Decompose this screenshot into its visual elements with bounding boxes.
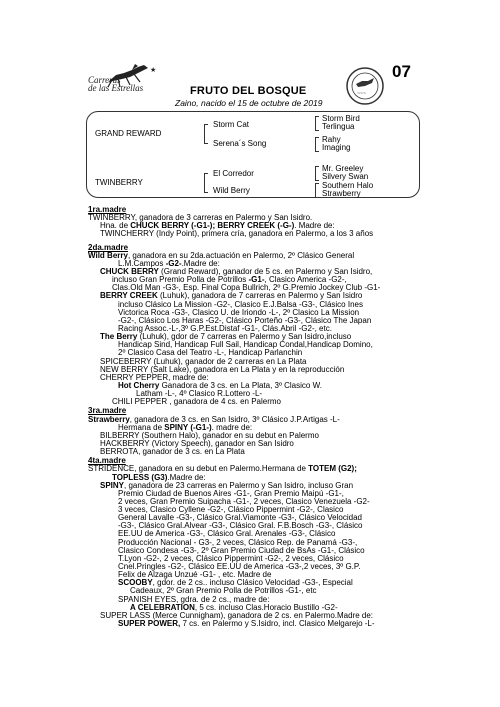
plain-text: CHILI PEPPER , ganadora de 4 cs. en Palermo <box>112 397 281 407</box>
bold-text: CHUCK BERRY <box>100 266 159 276</box>
bold-text: TOTEM (G2); <box>308 464 357 474</box>
plain-text: incluso Clásico La Mission -G2-, Clasico E.J.Balsa -G3-, Clásico Ines <box>118 299 363 309</box>
plain-text: Hermana de <box>118 422 165 432</box>
plain-text: BERROTA, ganador de 3 cs. en La Plata <box>100 447 245 457</box>
bold-text: SUPER POWER, <box>118 619 181 629</box>
breeder-seal-icon <box>345 66 385 106</box>
text-line <box>88 620 488 628</box>
bold-text: The Berry <box>100 332 138 342</box>
bold-text: BERRY CREEK <box>100 291 158 301</box>
svg-text:~~~: ~~~ <box>357 91 366 97</box>
pedigree-ss-dam: Terlingua <box>322 122 355 131</box>
bold-text: Hot Cherry <box>118 380 160 390</box>
bold-text: SPINY <box>100 480 125 490</box>
carreras-logo <box>88 62 158 100</box>
bold-text: A CELEBRATION <box>130 602 195 612</box>
plain-text: , gdor. de 2 cs.. incluso Clásico Velocidad -G3-, Especial <box>152 578 353 588</box>
pedigree-dam-dam: Wild Berry <box>213 186 250 195</box>
pedigree-dam: TWINBERRY <box>95 178 143 187</box>
bracket <box>315 183 319 198</box>
pedigree-ds-dam: Silvery Swan <box>322 172 369 181</box>
plain-text: , ganadora de 23 carreras en Palermo y San Isidro, incluso Gran <box>124 480 354 490</box>
heading-text: 3ra.madre <box>88 406 127 416</box>
bold-text: SCOOBY <box>118 578 153 588</box>
bracket <box>315 137 319 152</box>
text-line <box>88 448 488 456</box>
pedigree-sire-sire: Storm Cat <box>213 120 250 129</box>
plain-text: (Grand Reward), ganador de 5 cs. en Palermo y San Isidro, <box>158 266 373 276</box>
text-line <box>88 230 488 238</box>
bold-text: Strawberry <box>88 414 130 424</box>
plain-text: Clas.Old Man -G3-, Esp. Final Copa Bullrich, 2º G.Premio Jockey Club -G1- <box>112 283 381 293</box>
plain-text: Premio Ciudad de Buenos Aires -G1-, Gran Premio Maipú -G1-, <box>118 488 344 498</box>
plain-text: (Luhuk), ganadora de 7 carreras en Palermo y San Isidro <box>157 291 363 301</box>
horse-name: FRUTO DEL BOSQUE <box>190 85 307 97</box>
plain-text: General Lavalle -G3-, Clásico Gral.Viamonte -G3-, Clásico Velocidad <box>118 513 362 523</box>
plain-text: TWINCHERRY (Indy Point), primera cría, ganadora en Palermo, a los 3 años <box>100 229 374 239</box>
text-line <box>88 398 488 406</box>
bold-text: TOPLESS (G3) <box>112 472 168 482</box>
plain-text: SPANISH EYES, gdra. de 2 cs., madre de: <box>118 594 270 604</box>
pedigree-dd-sire: Southern Halo <box>322 181 374 190</box>
bracket <box>204 173 208 193</box>
bold-text: -G1- <box>248 275 265 285</box>
plain-text: 7 cs. en Palermo y S.Isidro, incl. Clasico Melgarejo -L- <box>180 619 375 629</box>
plain-text: L.M.Campos <box>118 258 166 268</box>
plain-text: (Luhuk), gdor de 7 carreras en Palermo y San Isidro,incluso <box>137 332 352 342</box>
pedigree-sire: GRAND REWARD <box>95 129 162 138</box>
heading-text: 2da.madre <box>88 242 129 252</box>
plain-text: EE.UU de America -G3-, Clásico Gral. Arenales -G3-, Clásico <box>118 529 336 539</box>
plain-text: HACKBERRY (Victory Speech), ganador en San Isidro <box>100 438 294 448</box>
spacer <box>88 239 488 243</box>
plain-text: NEW BERRY (Salt Lake), ganadora en La Plata y en la reproducción <box>100 364 345 374</box>
pedigree-dd-dam: Strawberry <box>322 189 361 198</box>
plain-text: .Madre de: <box>181 258 220 268</box>
plain-text: incluso Gran Premio Polla de Potrillos <box>112 275 249 285</box>
plain-text: . madre de: <box>211 422 253 432</box>
plain-text: T.Lyon -G2-, 2 veces, Clásico Pippermint -G2-, 2 veces, Clásico <box>118 553 344 563</box>
bold-text: SPINY (-G1-) <box>164 422 212 432</box>
bold-text: CHUCK BERRY (-G1-); BERRY CREEK (-G-) <box>130 221 295 231</box>
plain-text: 2 veces, Gran Premio Suipacha -G1-, 2 veces, Clasico Venezuela -G2- <box>118 496 370 506</box>
plain-text: Cnel.Pringles -G2-, Clásico EE.UU de America -G3-,2 veces, 3º G.P. <box>118 562 361 572</box>
pedigree-box <box>86 111 420 198</box>
plain-text: , ganadora de 3 cs. en San Isidro, 3º Clásico J.P.Artigas -L- <box>129 414 340 424</box>
plain-text: SUPER LASS (Merce Cunnigham), ganadora de 2 cs. en Palermo.Madre de: <box>100 610 374 620</box>
svg-text:★: ★ <box>150 67 157 74</box>
plain-text: Victorica Roca -G3-, Clasico U. de Iriondo -L-, 2º Clasico La Mission <box>118 307 360 317</box>
plain-text: SPICEBERRY (Luhuk), ganador de 2 carreras en La Plata <box>100 356 307 366</box>
heading-text: 1ra.madre <box>88 205 127 214</box>
plain-text: Felix de Alzaga Unzué -G1- , etc. Madre de <box>118 570 272 580</box>
pedigree-dam-sire: El Corredor <box>213 169 254 178</box>
plain-text: Producción Nacional - G3-, 2 veces, Clásico Rep. de Panamá -G3-, <box>118 537 358 547</box>
plain-text: Handicap Sind, Handicap Full Sail, Handicap Condal,Handicap Domino, <box>118 340 373 350</box>
plain-text: STRIDENCE, ganadora en su debut en Palermo.Hermana de <box>88 464 309 474</box>
bold-text: -G2- <box>165 258 182 268</box>
pedigree-sd-dam: Imaging <box>322 143 351 152</box>
female-family-text <box>88 205 488 628</box>
plain-text: , ganadora en su 2da.actuación en Palermo, 2º Clásico General <box>127 250 355 260</box>
logo-text-2: de las Estrellas <box>88 83 144 93</box>
plain-text: TWINBERRY, ganadora de 3 carreras en Palermo y San Isidro. <box>88 213 313 223</box>
bracket <box>315 166 319 181</box>
plain-text: Latham -L-, 4º Clasico R.Lottero -L- <box>136 389 263 399</box>
plain-text: . Madre de: <box>294 221 335 231</box>
birth-line: Zaino, nacido el 15 de octubre de 2019 <box>175 98 323 108</box>
plain-text: Clasico Condesa -G3-, 2º Gran Premio Ciudad de BsAs -G1-, Clásico <box>118 545 365 555</box>
plain-text: , Clasico America -G2-, <box>264 275 347 285</box>
plain-text: Hna. de <box>100 221 131 231</box>
pedigree-sire-dam: Serena´s Song <box>213 139 267 148</box>
plain-text: Ganadora de 3 cs. en La Plata, 3º Clasico W. <box>159 380 322 390</box>
plain-text: -G3-, Clásico Gral.Alvear -G3-, Clásico Gral. F.B.Bosch -G3-, Clásico <box>118 521 363 531</box>
plain-text: Racing Assoc.-L-,3º G.P.Est.Distaf -G1-, Clás.Abril -G2-, etc. <box>118 323 332 333</box>
plain-text: BILBERRY (Southern Halo), ganador en su debut en Palermo <box>100 430 319 440</box>
pedigree-ds-sire: Mr. Greeley <box>322 164 364 173</box>
plain-text: .Madre de: <box>167 472 206 482</box>
lot-number: 07 <box>392 62 411 81</box>
plain-text: 3 veces, Clasico Cyllene -G2-, Clásico Pippermint -G2-, Clasico <box>118 505 344 515</box>
bracket <box>204 124 208 144</box>
heading-text: 4ta.madre <box>88 456 126 466</box>
pedigree-ss-sire: Storm Bird <box>322 114 360 123</box>
logo-text-1: Carreras <box>88 75 121 85</box>
bracket <box>315 116 319 131</box>
plain-text: 2º Clasico Casa del Teatro -L-, Handicap Parlanchin <box>118 348 303 358</box>
bold-text: Wild Berry <box>88 250 128 260</box>
plain-text: , 5 cs. incluso Clas.Horacio Bustillo -G2- <box>194 602 338 612</box>
plain-text: -G2-, Clásico Los Haras -G2-, Clásico Porteño -G3-, Clásico The Japan <box>118 315 372 325</box>
pedigree-sd-sire: Rahy <box>322 135 341 144</box>
plain-text: Cadeaux, 2º Gran Premio Polla de Potrillos -G1-, etc <box>130 586 317 596</box>
plain-text: CHERRY PEPPER, madre de: <box>100 372 209 382</box>
